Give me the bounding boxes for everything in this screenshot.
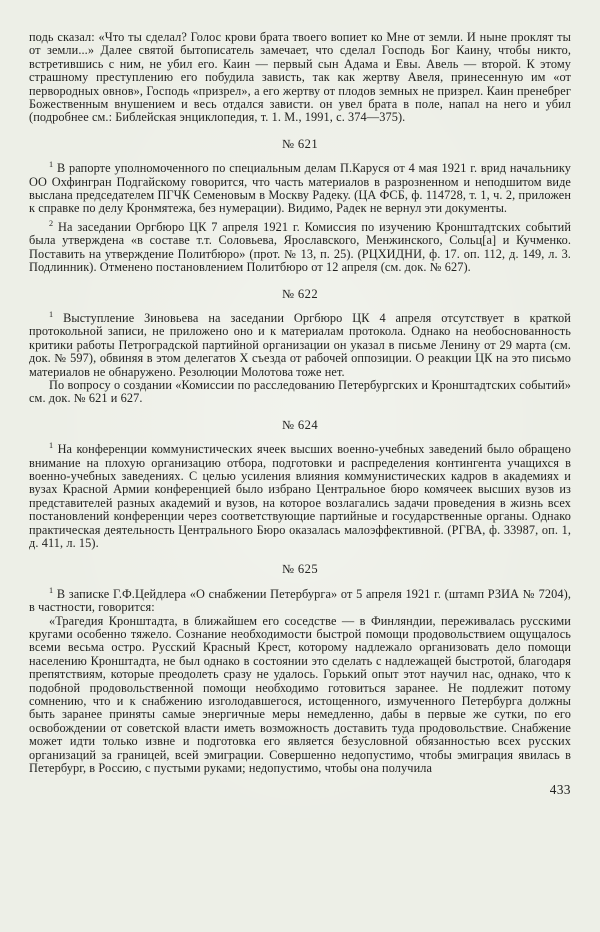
quote-text: «Трагедия Кронштадта, в ближайшем его соседстве — в Финляндии, переживалась русскими кругами особенно тяжело. Сознание необходимости быстрой помощи продовольствием ощущалось всеми весьма остро. Русский Красный Крест, которому надлежало организовать дело помощи населению Кронштадта, не был однако в состоянии это сделать с надлежащей быстротой, благодаря препятствиям, которые преодолеть сразу не удалось. Горький опыт этот научил нас, однако, что к подобной продовольственной помощи необходимо готовиться заранее. Не подлежит потому сомнению, что и к снабжению изголодавшегося, истощенного, измученного Петербурга должны быть заранее приняты самые энергичные меры немедленно, дабы в первые же сутки, по его освобождении от советской власти иметь возможность доставить туда продовольствие. Снабжение может идти только извне и подготовка его является безусловной обязанностью всех русских организаций за границей, всей эмиграции. Совершенно недопустимо, чтобы эмиграция явилась в Петербург, в Россию, с пустыми руками; недопустимо, чтобы она получила <box>29 613 571 776</box>
footnote-text: В записке Г.Ф.Цейдлера «О снабжении Петербурга» от 5 апреля 1921 г. (штамп РЗИА № 7204), в частности, говорится: <box>29 586 571 615</box>
footnote-paragraph <box>29 379 571 406</box>
page-number: 433 <box>549 781 571 797</box>
section-heading: № 625 <box>281 562 319 577</box>
footnote-marker: 2 <box>49 218 54 228</box>
footnote-text: На заседании Оргбюро ЦК 7 апреля 1921 г. Комиссия по изучению Кронштадтских событий была утверждена «в составе т.т. Соловьева, Ярославского, Менжинского, Сольц[а] и Кучменко. Поставить на утверждение Политбюро» (прот. № 13, п. 25). (РЦХИДНИ, ф. 17. оп. 112, д. 149, л. 3. Подлинник). Отменено постановлением Политбюро от 12 апреля (см. док. № 627). <box>29 219 571 275</box>
section-heading: № 622 <box>281 286 319 301</box>
footnote-paragraph <box>29 443 571 550</box>
footnote-paragraph <box>29 218 571 275</box>
footnote-text: На конференции коммунистических ячеек высших военно-учебных заведений было обращено внимание на плохую организацию отбора, подготовки и распределения контингента учащихся в военно-учебных заведениях. С целью усиления влияния коммунистических кадров в академиях и вузах Красной Армии конференцией было избрано Центральное бюро комячеек высших вузов из представителей разных академий и вузов, на которое возлагались задачи проведения в жизнь всех постановлений конференции через соответствующие партийные и государственные органы. Однако практическая деятельность Центрального Бюро оказалась малоэффективной. (РГВА, ф. 33987, оп. 1, д. 411, л. 15). <box>29 442 571 550</box>
footnote-text: По вопросу о создании «Комиссии по расследованию Петербургских и Кронштадтских событий» см. док. № 621 и 627. <box>29 377 571 406</box>
footnote-paragraph <box>29 309 571 379</box>
section-heading: № 624 <box>281 417 319 432</box>
intro-paragraph <box>29 31 571 125</box>
footnote-paragraph <box>29 162 571 216</box>
footnote-paragraph <box>29 585 571 615</box>
intro-text: подь сказал: «Что ты сделал? Голос крови брата твоего вопиет ко Мне от земли. И ныне проклят ты от земли...» Далее святой бытописатель замечает, что сделал Господь Бог Каину, чтобы никто, встретившись с ним, не убил его. Каин — первый сын Адама и Евы. Авель — второй. К этому страшному преступлению его побудила зависть, так как жертву Авеля, принесенную им «от первородных овнов», Господь «призрел», а его жертву от плодов земных не призрел. Каин пренебрег Божественным внушением и весь отдался зависти. он увел брата в поле, напал на него и убил (подробнее см.: Библейская энциклопедия, т. 1. М., 1991, с. 374—375). <box>29 30 571 125</box>
footnote-marker: 1 <box>49 585 54 595</box>
footnote-text: Выступление Зиновьева на заседании Оргбюро ЦК 4 апреля отсутствует в краткой протокольной записи, не приложено оно и к материалам протокола. Однако на необоснованность критики работы Петроградской партийной организации он указал в письме Ленину от 29 марта (см. док. № 597), обвиняя в этом делегатов X съезда от рабочей оппозиции. О реакции ЦК на это письмо материалов не обнаружено. Резолюции Молотова тоже нет. <box>29 310 571 379</box>
footnote-text: В рапорте уполномоченного по специальным делам П.Каруся от 4 мая 1921 г. врид начальнику ОО Охфингран Подгайскому говорится, что часть материалов в разрозненном и неподшитом виде выслана председателем ПГЧК Семеновым в Москву Радеку. (ЦА ФСБ, ф. 114728, т. 1, ч. 2, приложен к справке по делу Кронмятежа, без нумерации). Видимо, Радек не вернул эти документы. <box>29 161 571 216</box>
footnote-marker: 1 <box>49 441 54 451</box>
footnote-marker: 1 <box>49 160 54 170</box>
section-heading: № 621 <box>281 136 319 151</box>
quote-paragraph <box>29 615 571 776</box>
footnote-marker: 1 <box>49 309 54 319</box>
